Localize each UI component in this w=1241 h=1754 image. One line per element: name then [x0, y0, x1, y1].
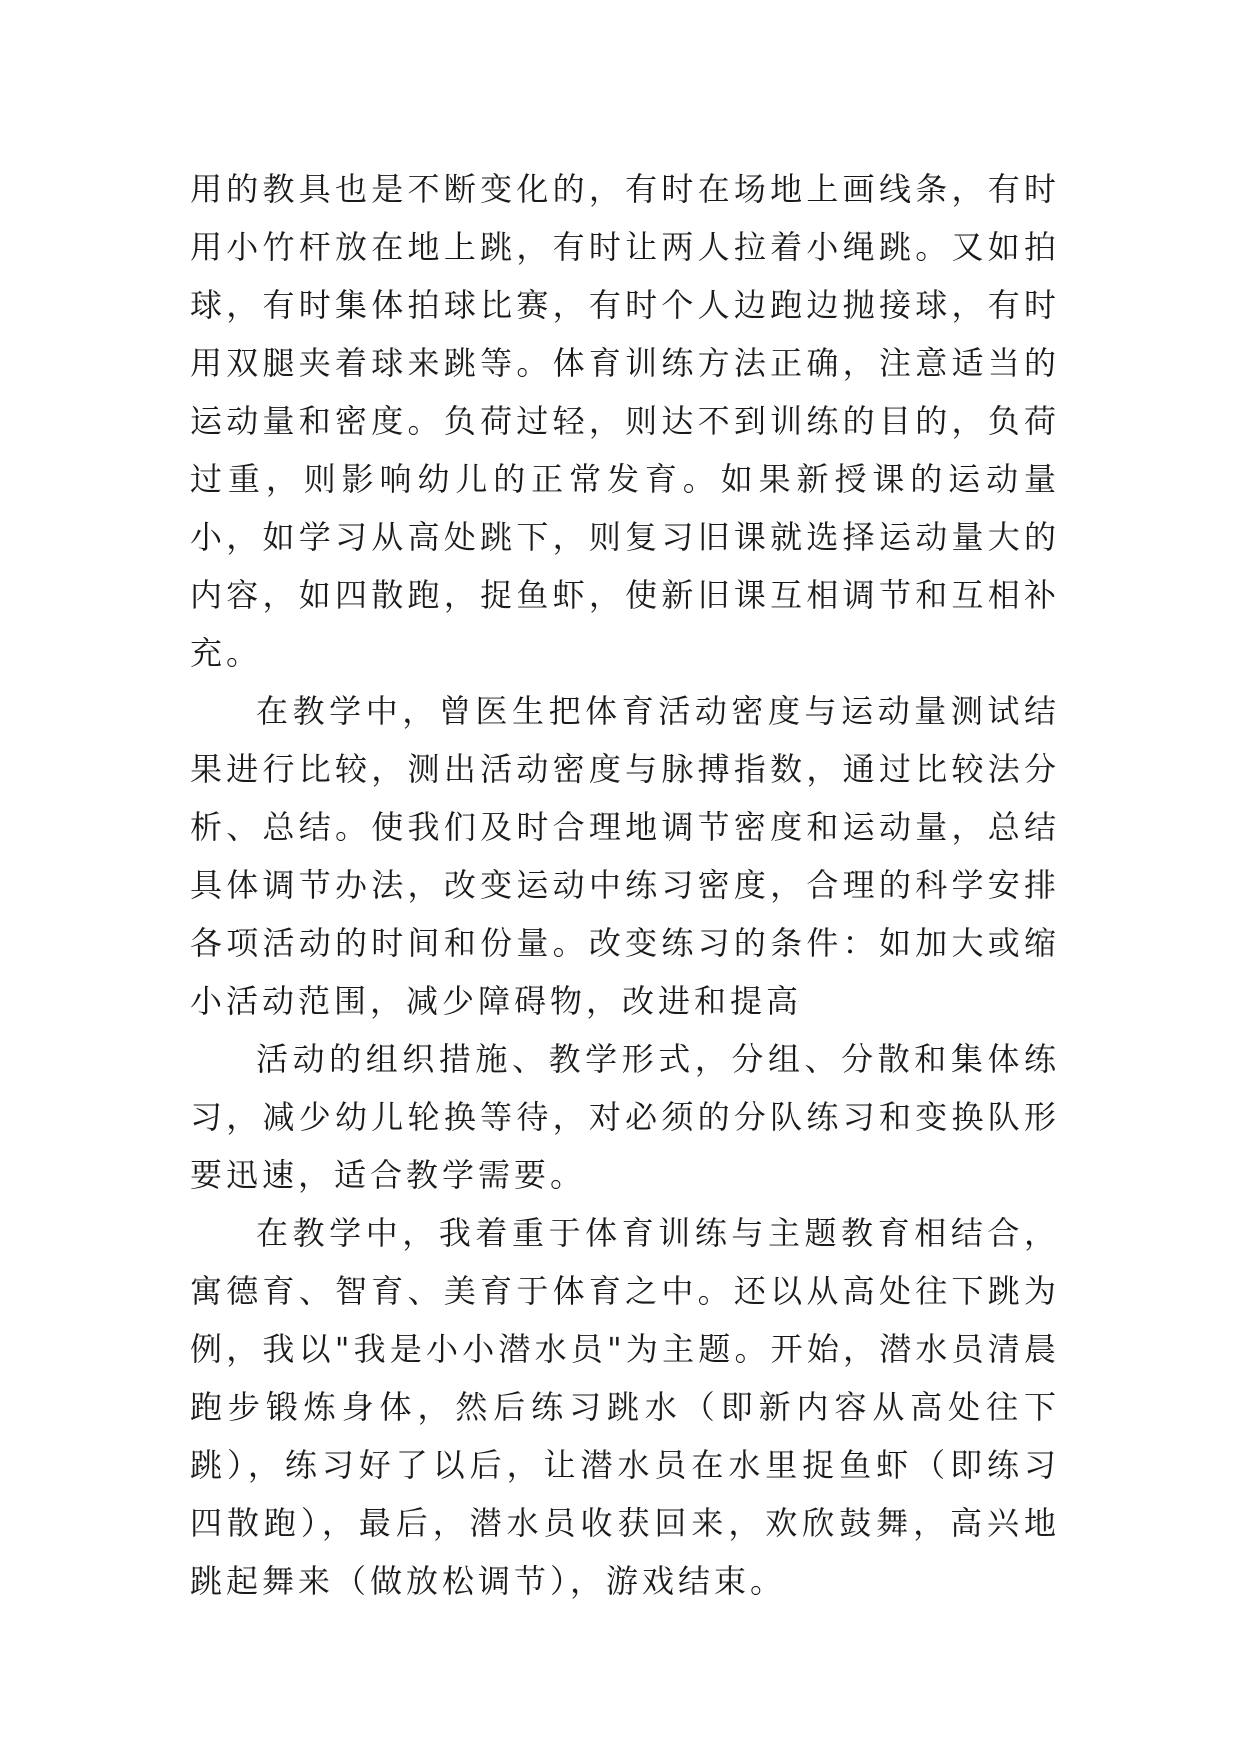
paragraph-1: 用的教具也是不断变化的，有时在场地上画线条，有时用小竹杆放在地上跳，有时让两人拉着小绳跳。又如拍球，有时集体拍球比赛，有时个人边跑边抛接球，有时用双腿夹着球来跳等。体育训练方法正确，注意适当的运动量和密度。负荷过轻，则达不到训练的目的，负荷过重，则影响幼儿的正常发育。如果新授课的运动量小，如学习从高处跳下，则复习旧课就选择运动量大的内容，如四散跑，捉鱼虾，使新旧课互相调节和互相补充。 — [190, 170, 1060, 672]
paragraph-4: 在教学中，我着重于体育训练与主题教育相结合，寓德育、智育、美育于体育之中。还以从高处往下跳为例，我以"我是小小潜水员"为主题。开始，潜水员清晨跑步锻炼身体，然后练习跳水（即新内容从高处往下跳），练习好了以后，让潜水员在水里捉鱼虾（即练习四散跑），最后，潜水员收获回来，欢欣鼓舞，高兴地跳起舞来（做放松调节），游戏结束。 — [190, 1214, 1060, 1600]
document-body — [190, 160, 1060, 1610]
paragraph-2: 在教学中，曾医生把体育活动密度与运动量测试结果进行比较，测出活动密度与脉搏指数，通过比较法分析、总结。使我们及时合理地调节密度和运动量，总结具体调节办法，改变运动中练习密度，合理的科学安排各项活动的时间和份量。改变练习的条件：如加大或缩小活动范围，减少障碍物，改进和提高 — [190, 692, 1060, 1020]
paragraph-3: 活动的组织措施、教学形式，分组、分散和集体练习，减少幼儿轮换等待，对必须的分队练习和变换队形要迅速，适合教学需要。 — [190, 1040, 1060, 1194]
